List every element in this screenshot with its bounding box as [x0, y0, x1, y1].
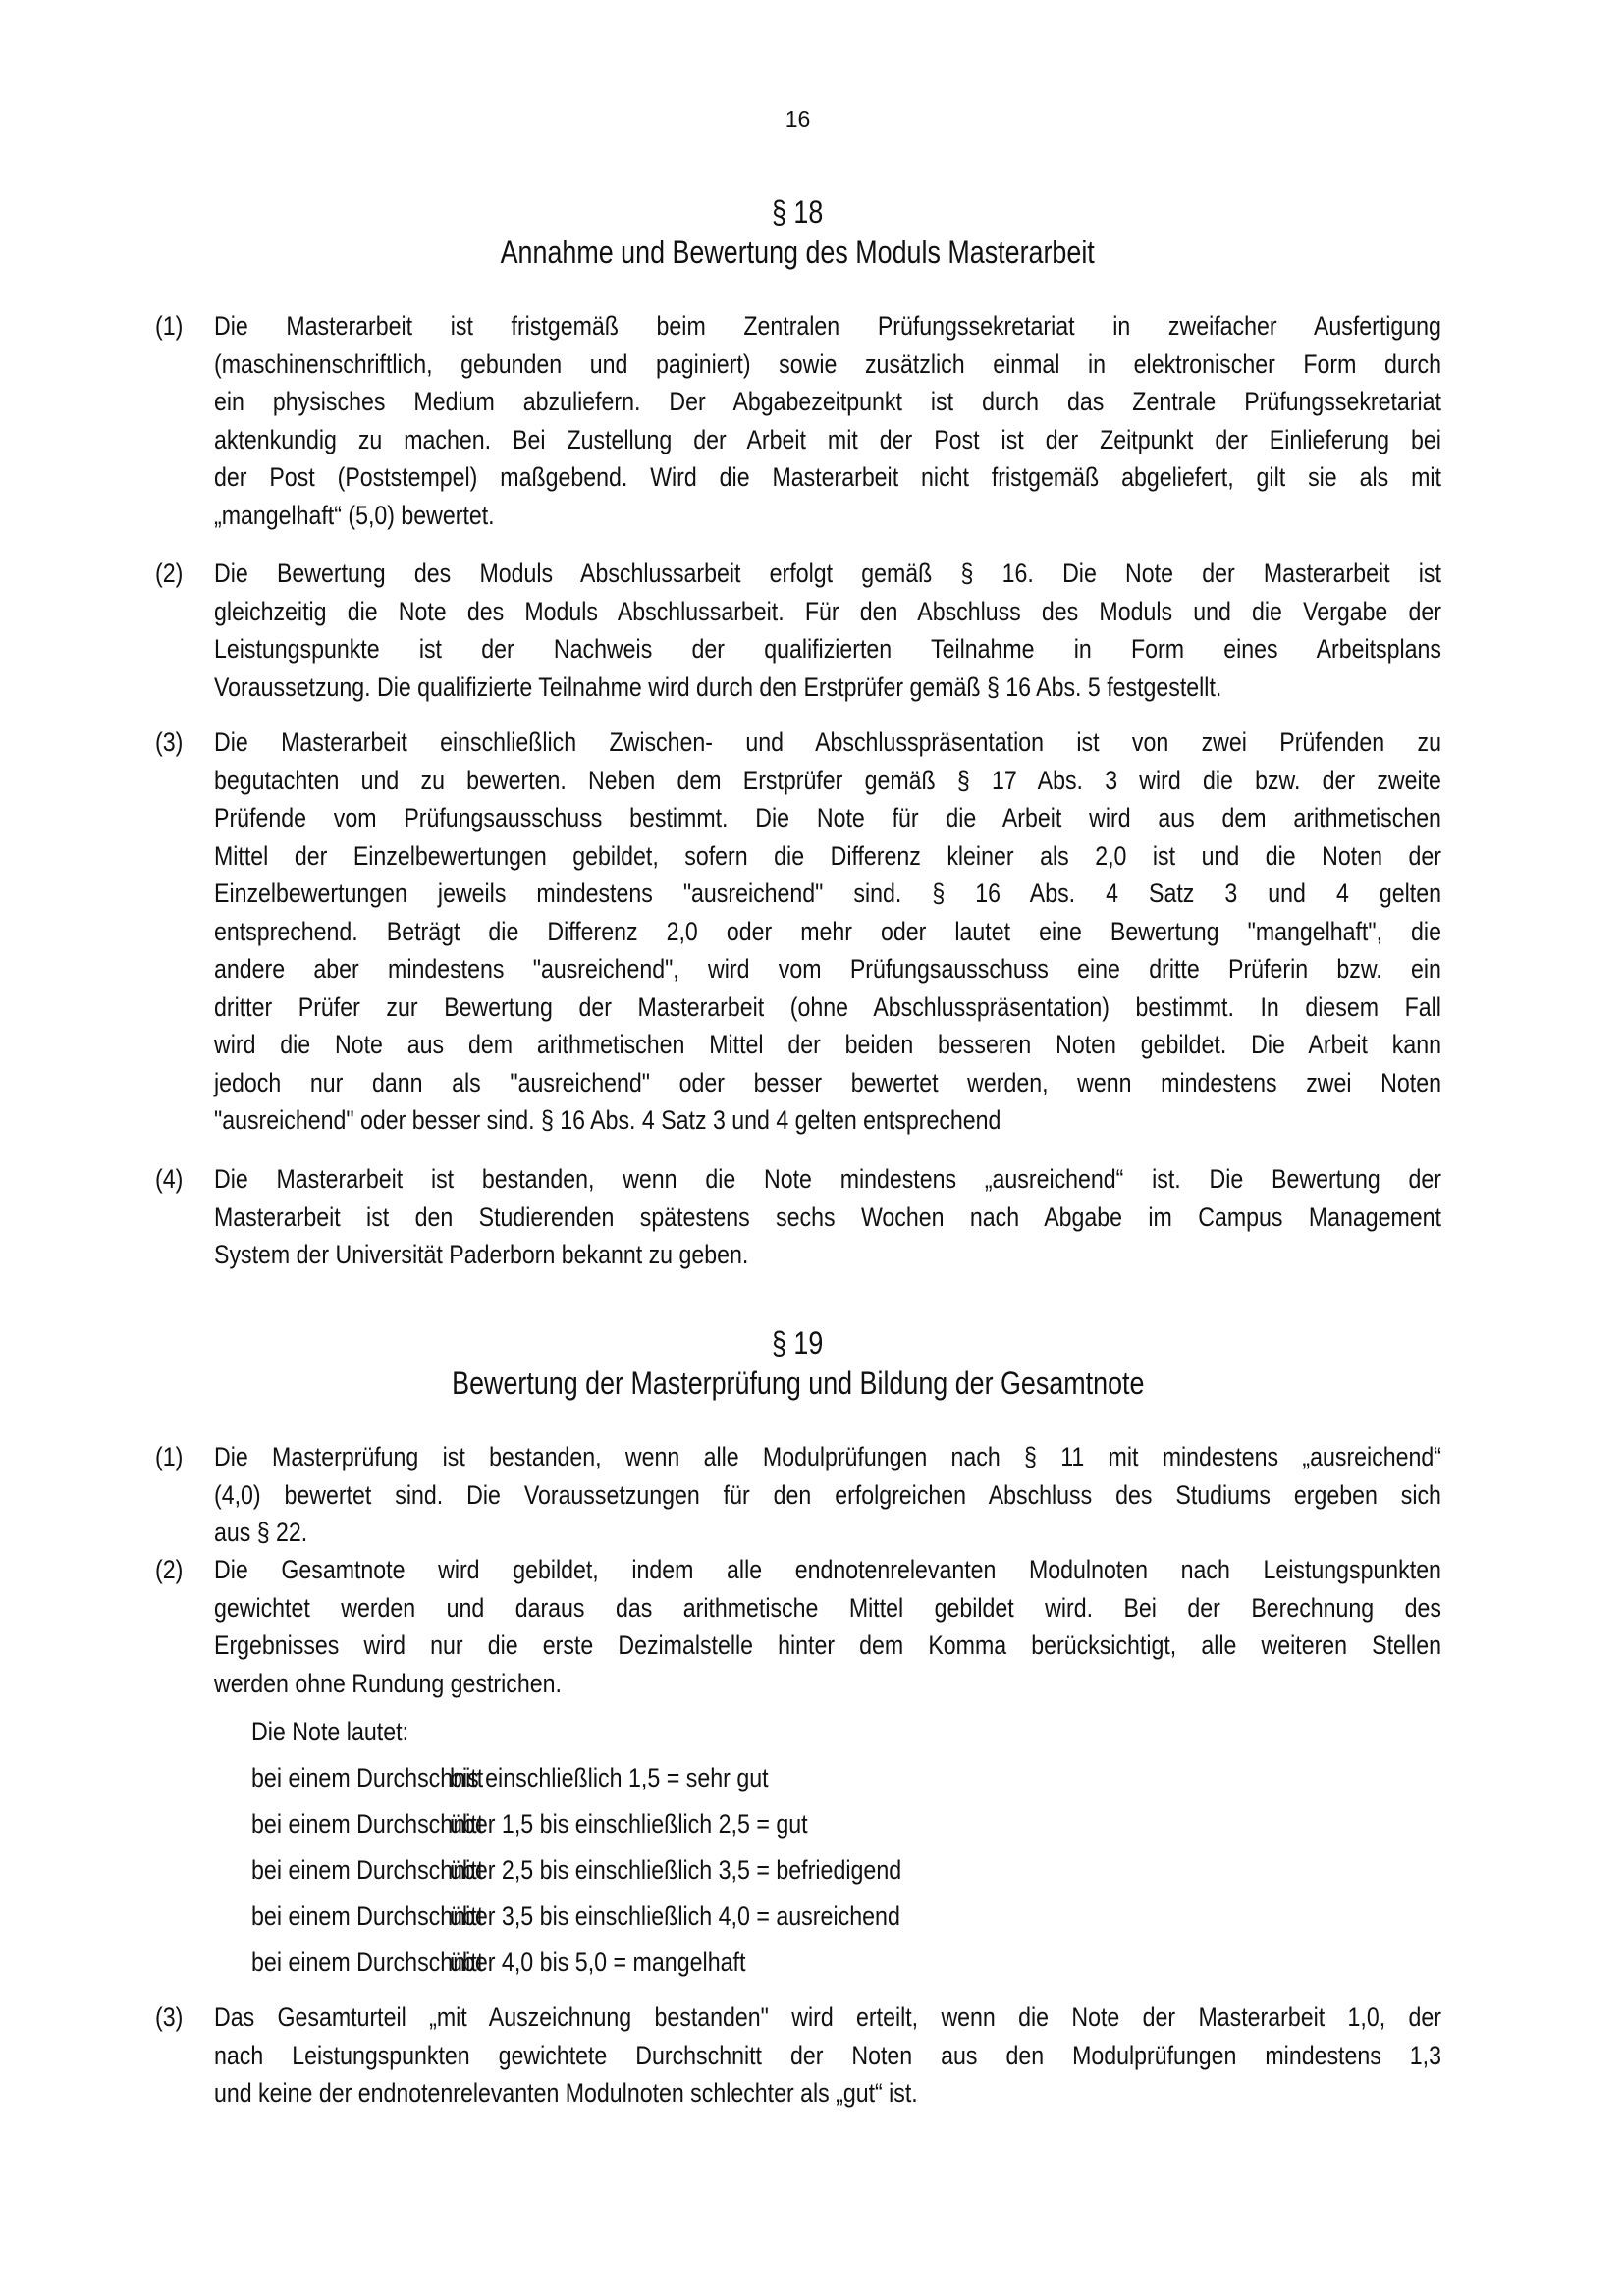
- text-line: Die Gesamtnote wird gebildet, indem alle endnotenrelevanten Modulnoten nach Leistungspunkten: [214, 1555, 1441, 1584]
- text-line: Die Bewertung des Moduls Abschlussarbeit erfolgt gemäß § 16. Die Note der Masterarbeit ist: [214, 559, 1441, 588]
- text-line: werden ohne Rundung gestrichen.: [214, 1668, 562, 1698]
- text-line: entsprechend. Beträgt die Differenz 2,0 oder mehr oder lautet eine Bewertung "mangelhaft", die: [214, 916, 1441, 946]
- grade-range: über 2,5 bis einschließlich 3,5 = befriedigend: [450, 1855, 902, 1885]
- paragraph-label: (1): [155, 311, 184, 341]
- section-18-heading: [0, 192, 1596, 273]
- paragraph-label: (2): [155, 559, 184, 588]
- grade-range: über 1,5 bis einschließlich 2,5 = gut: [450, 1809, 808, 1839]
- text-line: Leistungspunkte ist der Nachweis der qualifizierten Teilnahme in Form eines Arbeitsplans: [214, 634, 1441, 664]
- text-line: (maschinenschriftlich, gebunden und paginiert) sowie zusätzlich einmal in elektronischer Form durch: [214, 348, 1441, 379]
- text-line: Masterarbeit ist den Studierenden spätestens sechs Wochen nach Abgabe im Campus Management: [214, 1201, 1441, 1232]
- grade-prefix: bei einem Durchschnitt: [251, 1948, 484, 1977]
- grade-range: über 3,5 bis einschließlich 4,0 = ausreichend: [450, 1901, 900, 1931]
- grade-prefix: bei einem Durchschnitt: [251, 1901, 484, 1931]
- text-line: andere aber mindestens "ausreichend", wird vom Prüfungsausschuss eine dritte Prüferin bzw. ein: [214, 954, 1441, 984]
- grade-intro: Die Note lautet:: [251, 1717, 409, 1746]
- section-number: § 19: [772, 1325, 824, 1361]
- paragraph-body: [214, 1551, 1441, 1702]
- text-line: Prüfende vom Prüfungsausschuss bestimmt. Die Note für die Arbeit wird aus dem arithmetischen: [214, 803, 1441, 832]
- grade-range: bis einschließlich 1,5 = sehr gut: [450, 1763, 769, 1792]
- grade-row: [251, 1894, 900, 1940]
- text-line: begutachten und zu bewerten. Neben dem Erstprüfer gemäß § 17 Abs. 3 wird die bzw. der zweite: [214, 765, 1441, 795]
- text-line: "ausreichend" oder besser sind. § 16 Abs. 4 Satz 3 und 4 gelten entsprechend: [214, 1105, 1001, 1135]
- text-line: Das Gesamturteil „mit Auszeichnung bestanden" wird erteilt, wenn die Note der Masterarbeit 1,0, der: [214, 2002, 1441, 2032]
- paragraph-body: [214, 1999, 1441, 2112]
- text-line: gleichzeitig die Note des Moduls Abschlussarbeit. Für den Abschluss des Moduls und die Vergabe der: [214, 596, 1441, 626]
- text-line: Mittel der Einzelbewertungen gebildet, sofern die Differenz kleiner als 2,0 ist und die Noten der: [214, 840, 1441, 871]
- grade-range: über 4,0 bis 5,0 = mangelhaft: [450, 1948, 746, 1977]
- text-line: Die Masterarbeit ist bestanden, wenn die Note mindestens „ausreichend“ ist. Die Bewertung der: [214, 1164, 1441, 1194]
- text-line: ein physisches Medium abzuliefern. Der Abgabezeitpunkt ist durch das Zentrale Prüfungssekretariat: [214, 387, 1441, 416]
- text-line: „mangelhaft“ (5,0) bewertet.: [214, 500, 495, 530]
- section-title: Bewertung der Masterprüfung und Bildung der Gesamtnote: [451, 1365, 1145, 1401]
- text-line: gewichtet werden und daraus das arithmetische Mittel gebildet wird. Bei der Berechnung des: [214, 1592, 1441, 1623]
- text-line: Die Masterprüfung ist bestanden, wenn alle Modulprüfungen nach § 11 mit mindestens „ausreichend“: [214, 1442, 1441, 1471]
- grade-prefix: bei einem Durchschnitt: [251, 1763, 484, 1792]
- grade-row: [251, 1755, 769, 1801]
- grade-row: [251, 1801, 808, 1847]
- text-line: Ergebnisses wird nur die erste Dezimalstelle hinter dem Komma berücksichtigt, alle weiteren Stellen: [214, 1630, 1441, 1660]
- text-line: System der Universität Paderborn bekannt zu geben.: [214, 1240, 749, 1269]
- text-line: Die Masterarbeit einschließlich Zwischen- und Abschlusspräsentation ist von zwei Prüfenden zu: [214, 727, 1441, 757]
- paragraph-label: (3): [155, 727, 184, 757]
- section-title: Annahme und Bewertung des Moduls Masterarbeit: [500, 235, 1096, 270]
- text-line: und keine der endnotenrelevanten Modulnoten schlechter als „gut“ ist.: [214, 2078, 918, 2108]
- text-line: (4,0) bewertet sind. Die Voraussetzungen für den erfolgreichen Abschluss des Studiums ergeben sich: [214, 1479, 1441, 1510]
- paragraph-label: (1): [155, 1442, 184, 1471]
- text-line: nach Leistungspunkten gewichtete Durchschnitt der Noten aus den Modulprüfungen mindestens 1,3: [214, 2040, 1441, 2070]
- text-line: wird die Note aus dem arithmetischen Mittel der beiden besseren Noten gebildet. Die Arbeit kann: [214, 1030, 1441, 1059]
- paragraph-label: (3): [155, 2002, 184, 2032]
- text-line: dritter Prüfer zur Bewertung der Masterarbeit (ohne Abschlusspräsentation) bestimmt. In diesem Fall: [214, 991, 1441, 1022]
- paragraph-body: [214, 723, 1441, 1140]
- paragraph-body: [214, 307, 1441, 534]
- paragraph-label: (2): [155, 1555, 184, 1584]
- paragraph-body: [214, 1438, 1441, 1552]
- paragraph-label: (4): [155, 1164, 184, 1194]
- paragraph-body: [214, 555, 1441, 706]
- grade-prefix: bei einem Durchschnitt: [251, 1855, 484, 1885]
- text-line: Einzelbewertungen jeweils mindestens "ausreichend" sind. § 16 Abs. 4 Satz 3 und 4 gelten: [214, 879, 1441, 908]
- grade-row: [251, 1940, 746, 1986]
- page-number: 16: [785, 106, 811, 132]
- section-number: § 18: [772, 194, 824, 230]
- grade-scale-list: [251, 1709, 902, 1986]
- section-19-heading: [0, 1323, 1596, 1404]
- grade-row: [251, 1847, 902, 1894]
- text-line: Die Masterarbeit ist fristgemäß beim Zentralen Prüfungssekretariat in zweifacher Ausfertigung: [214, 311, 1441, 341]
- text-line: der Post (Poststempel) maßgebend. Wird die Masterarbeit nicht fristgemäß abgeliefert, gilt sie als mit: [214, 462, 1441, 492]
- grade-prefix: bei einem Durchschnitt: [251, 1809, 484, 1839]
- text-line: aus § 22.: [214, 1518, 308, 1547]
- paragraph-body: [214, 1160, 1441, 1274]
- text-line: jedoch nur dann als "ausreichend" oder besser bewertet werden, wenn mindestens zwei Noten: [214, 1067, 1441, 1097]
- text-line: Voraussetzung. Die qualifizierte Teilnahme wird durch den Erstprüfer gemäß § 16 Abs. 5 festgestellt.: [214, 671, 1222, 702]
- text-line: aktenkundig zu machen. Bei Zustellung der Arbeit mit der Post ist der Zeitpunkt der Einlieferung bei: [214, 424, 1441, 454]
